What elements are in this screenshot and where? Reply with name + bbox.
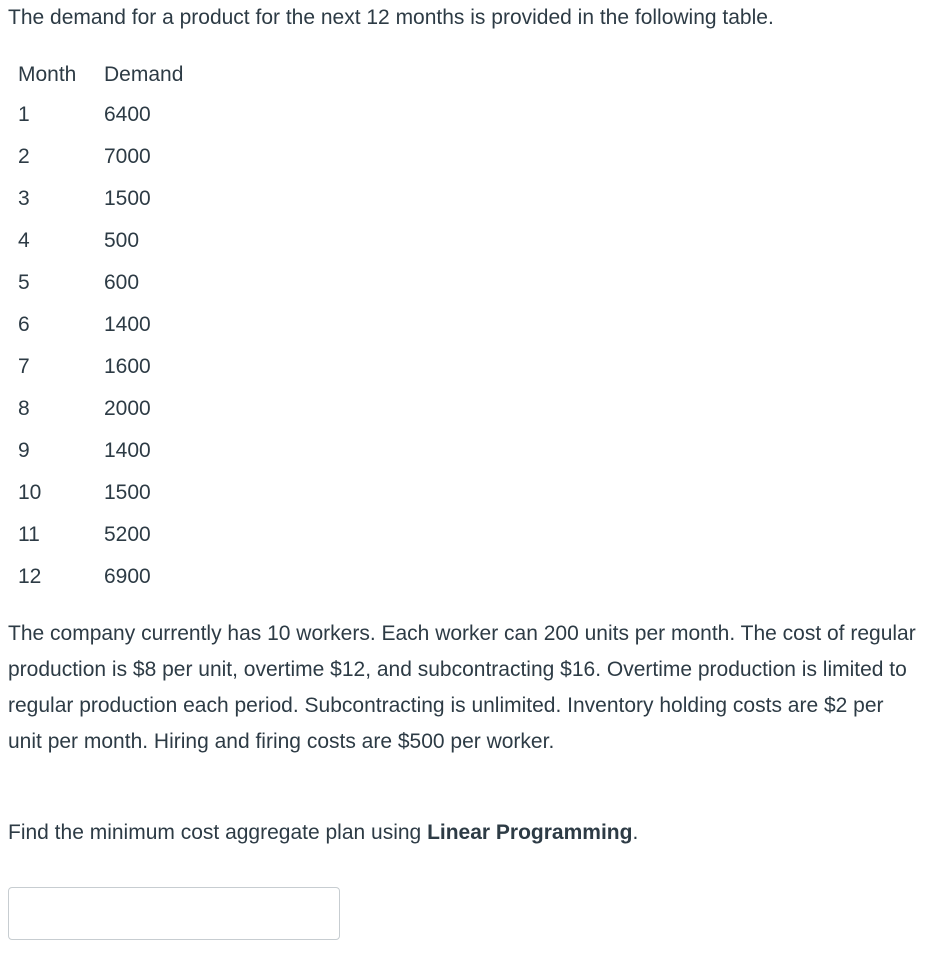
demand-table (8, 56, 193, 598)
question-prefix: Find the minimum cost aggregate plan using (8, 821, 428, 844)
month-cell: 6 (18, 313, 30, 336)
month-cell: 5 (18, 271, 30, 294)
month-cell: 11 (18, 523, 40, 546)
table-row (8, 472, 193, 514)
month-cell: 1 (18, 103, 30, 126)
month-cell: 10 (18, 481, 42, 504)
problem-description: The company currently has 10 workers. Each worker can 200 units per month. The cost of regular production is $8 per unit, overtime $12, and subcontracting $16. Overtime production is limited to regular production each period. Subcontracting is unlimited. Inventory holding costs are $2 per unit per month. Hiring and firing costs are $500 per worker. (8, 622, 916, 753)
demand-cell: 1600 (104, 355, 151, 378)
month-cell: 4 (18, 229, 30, 252)
month-cell: 9 (18, 439, 30, 462)
demand-cell: 6400 (104, 103, 151, 126)
month-column-header: Month (18, 63, 77, 86)
demand-cell: 1500 (104, 481, 151, 504)
question-suffix: . (632, 821, 639, 844)
demand-cell: 1400 (104, 439, 151, 462)
month-cell: 2 (18, 145, 30, 168)
month-cell: 12 (18, 565, 42, 588)
demand-cell: 7000 (104, 145, 151, 168)
demand-cell: 1400 (104, 313, 151, 336)
table-header-row (8, 56, 193, 94)
month-cell: 3 (18, 187, 30, 210)
table-row (8, 346, 193, 388)
table-row (8, 514, 193, 556)
demand-table-body (8, 94, 193, 598)
demand-column-header: Demand (104, 63, 184, 86)
demand-cell: 5200 (104, 523, 151, 546)
demand-cell: 1500 (104, 187, 151, 210)
demand-cell: 6900 (104, 565, 151, 588)
table-row (8, 94, 193, 136)
question-emphasis: Linear Programming (427, 821, 633, 844)
intro-text: The demand for a product for the next 12 months is provided in the following table. (8, 6, 774, 29)
table-row (8, 388, 193, 430)
table-row (8, 262, 193, 304)
answer-input[interactable] (8, 887, 340, 940)
demand-cell: 600 (104, 271, 140, 294)
demand-cell: 2000 (104, 397, 151, 420)
table-row (8, 178, 193, 220)
table-row (8, 304, 193, 346)
question-text (8, 815, 638, 851)
demand-cell: 500 (104, 229, 140, 252)
table-row (8, 220, 193, 262)
month-cell: 7 (18, 355, 30, 378)
table-row (8, 136, 193, 178)
month-cell: 8 (18, 397, 30, 420)
table-row (8, 430, 193, 472)
table-row (8, 556, 193, 598)
